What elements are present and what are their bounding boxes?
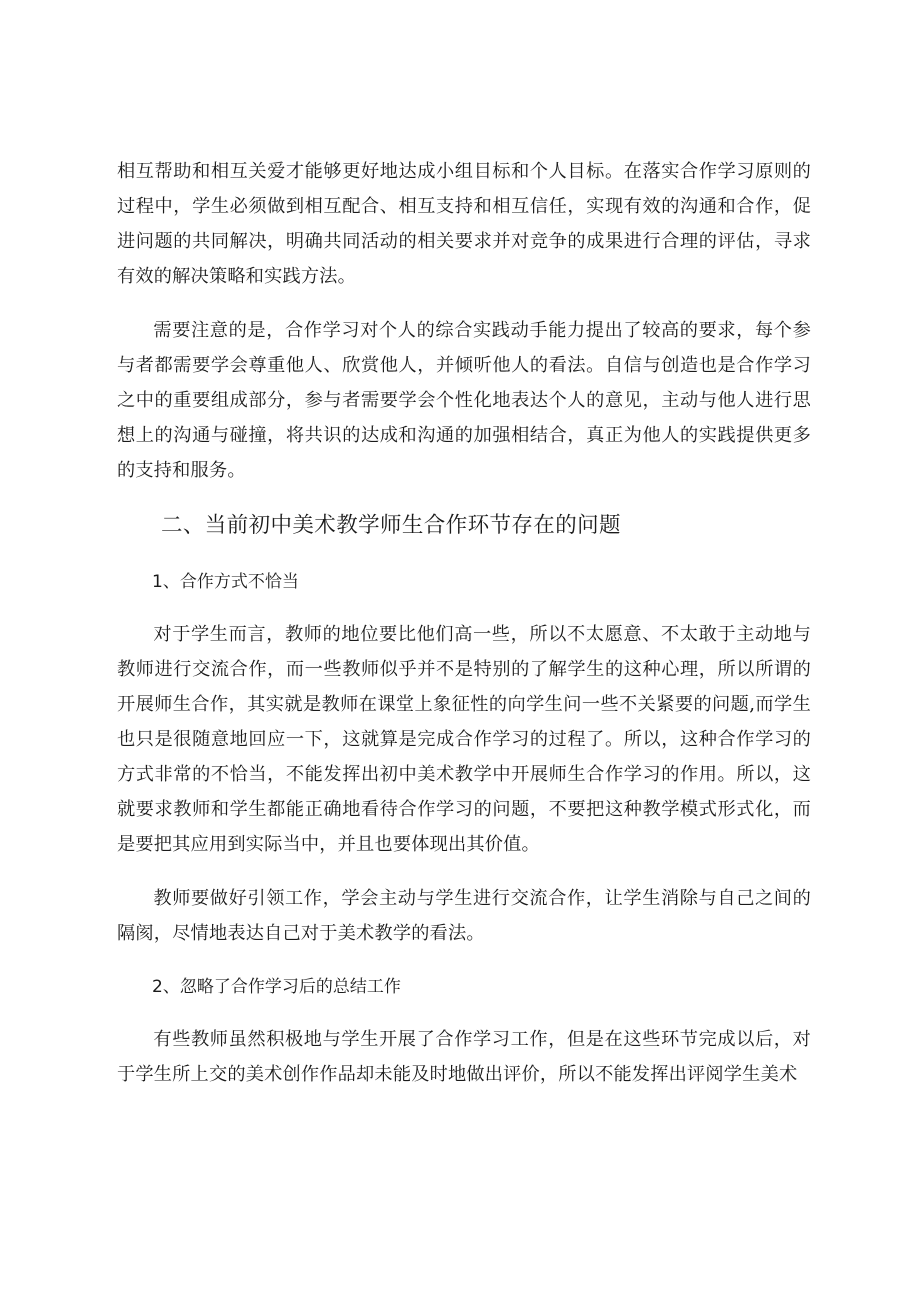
document-body [117, 154, 811, 1111]
section-heading: 二、当前初中美术教学师生合作环节存在的问题 [161, 513, 621, 538]
body-paragraph-5: 有些教师虽然积极地与学生开展了合作学习工作，但是在这些环节完成以后，对于学生所上交的美术创作作品却未能及时地做出评价，所以不能发挥出评阅学生美术 [117, 1029, 811, 1085]
subsection-heading-2: 2、忽略了合作学习后的总结工作 [152, 977, 401, 997]
body-paragraph-1: 相互帮助和相互关爱才能够更好地达成小组目标和个人目标。在落实合作学习原则的过程中，学生必须做到相互配合、相互支持和相互信任，实现有效的沟通和合作，促进问题的共同解决，明确共同活动的相关要求并对竞争的成果进行合理的评估，寻求有效的解决策略和实践方法。 [117, 161, 811, 287]
subsection-heading-1: 1、合作方式不恰当 [152, 572, 299, 592]
body-paragraph-3: 对于学生而言，教师的地位要比他们高一些，所以不太愿意、不太敢于主动地与教师进行交流合作，而一些教师似乎并不是特别的了解学生的这种心理，所以所谓的开展师生合作，其实就是教师在课堂上象征性的向学生问一些不关紧要的问题,而学生也只是很随意地回应一下，这就算是完成合作学习的过程了。所以，这种合作学习的方式非常的不恰当，不能发挥出初中美术教学中开展师生合作学习的作用。所以，这就要求教师和学生都能正确地看待合作学习的问题，不要把这种教学模式形式化，而是要把其应用到实际当中，并且也要体现出其价值。 [117, 624, 811, 855]
body-paragraph-4: 教师要做好引领工作，学会主动与学生进行交流合作，让学生消除与自己之间的隔阂，尽情地表达自己对于美术教学的看法。 [117, 888, 811, 944]
body-paragraph-2: 需要注意的是，合作学习对个人的综合实践动手能力提出了较高的要求，每个参与者都需要学会尊重他人、欣赏他人，并倾听他人的看法。自信与创造也是合作学习之中的重要组成部分，参与者需要学会个性化地表达个人的意见，主动与他人进行思想上的沟通与碰撞，将共识的达成和沟通的加强相结合，真正为他人的实践提供更多的支持和服务。 [117, 320, 811, 481]
